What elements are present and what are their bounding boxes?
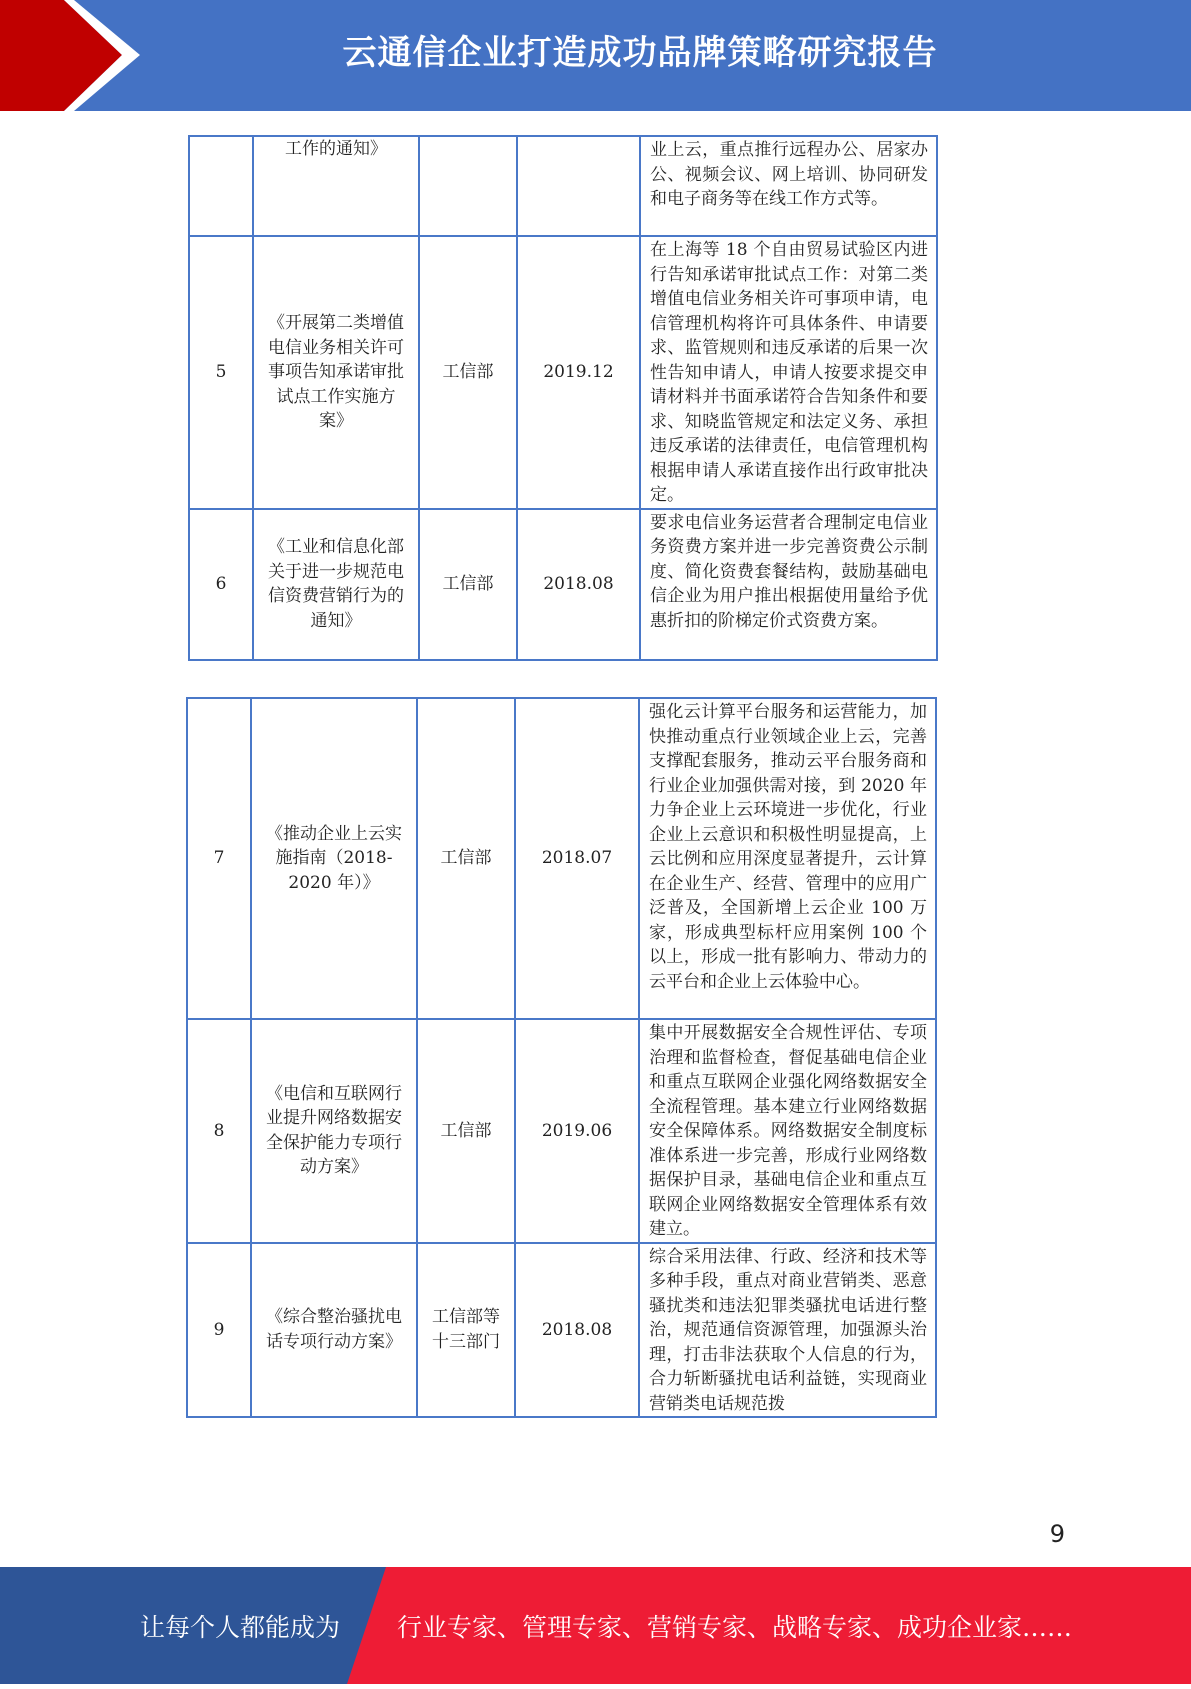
row-number: 8 <box>187 1019 251 1243</box>
issuing-department: 工信部 <box>417 698 515 1019</box>
policy-title: 《开展第二类增值电信业务相关许可事项告知承诺审批试点工作实施方案》 <box>253 236 419 509</box>
page-header <box>0 0 1191 111</box>
table-row <box>187 1243 936 1418</box>
page-footer <box>0 1567 1191 1684</box>
policy-content: 业上云，重点推行远程办公、居家办公、视频会议、网上培训、协同研发和电子商务等在线工作方式等。 <box>640 136 937 236</box>
issue-date: 2019.12 <box>517 236 640 509</box>
policy-content: 要求电信业务运营者合理制定电信业务资费方案并进一步完善资费公示制度、简化资费套餐结构，鼓励基础电信企业为用户推出根据使用量给予优惠折扣的阶梯定价式资费方案。 <box>640 509 937 660</box>
row-number: 9 <box>187 1243 251 1418</box>
issue-date: 2018.08 <box>515 1243 639 1418</box>
row-number: 7 <box>187 698 251 1019</box>
footer-slogan-left: 让每个人都能成为 <box>140 1613 341 1642</box>
issuing-department <box>419 136 517 236</box>
page-number: 9 <box>1049 1520 1065 1548</box>
policy-title: 《电信和互联网行业提升网络数据安全保护能力专项行动方案》 <box>251 1019 417 1243</box>
report-title: 云通信企业打造成功品牌策略研究报告 <box>342 33 938 73</box>
policy-content: 在上海等 18 个自由贸易试验区内进行告知承诺审批试点工作：对第二类增值电信业务相关许可事项申请，电信管理机构将许可具体条件、申请要求、监管规则和违反承诺的后果一次性告知申请人，申请人按要求提交申请材料并书面承诺符合告知条件和要求、知晓监管规定和法定义务、承担违反承诺的法律责任，电信管理机构根据申请人承诺直接作出行政审批决定。 <box>640 236 937 509</box>
footer-slogan-right: 行业专家、管理专家、营销专家、战略专家、成功企业家…… <box>397 1613 1073 1642</box>
policy-content: 强化云计算平台服务和运营能力，加快推动重点行业领域企业上云，完善支撑配套服务，推动云平台服务商和行业企业加强供需对接，到 2020 年力争企业上云环境进一步优化，行业企业上云意识和积极性明显提高，上云比例和应用深度显著提升，云计算在企业生产、经营、管理中的应用广泛普及，全国新增上云企业 100 万家，形成典型标杆应用案例 100 个以上，形成一批有影响力、带动力的云平台和企业上云体验中心。 <box>639 698 936 1019</box>
issue-date <box>517 136 640 236</box>
row-number: 5 <box>189 236 253 509</box>
policy-content: 综合采用法律、行政、经济和技术等多种手段，重点对商业营销类、恶意骚扰类和违法犯罪类骚扰电话进行整治，规范通信资源管理，加强源头治理，打击非法获取个人信息的行为，合力斩断骚扰电话利益链，实现商业营销类电话规范拨 <box>639 1243 936 1418</box>
issuing-department: 工信部 <box>417 1019 515 1243</box>
row-number <box>189 136 253 236</box>
policy-content: 集中开展数据安全合规性评估、专项治理和监督检查，督促基础电信企业和重点互联网企业强化网络数据安全全流程管理。基本建立行业网络数据安全保障体系。网络数据安全制度标准体系进一步完善，形成行业网络数据保护目录，基础电信企业和重点互联网企业网络数据安全管理体系有效建立。 <box>639 1019 936 1243</box>
row-number: 6 <box>189 509 253 660</box>
issue-date: 2018.08 <box>517 509 640 660</box>
table-row <box>187 698 936 1019</box>
table-row <box>189 236 937 509</box>
table-row <box>189 509 937 660</box>
table-row <box>189 136 937 236</box>
policy-title: 工作的通知》 <box>253 136 419 236</box>
table-row <box>187 1019 936 1243</box>
policy-table-part-2 <box>186 697 937 1418</box>
issuing-department: 工信部 <box>419 509 517 660</box>
policy-table-part-1 <box>188 135 938 661</box>
policy-title: 《推动企业上云实施指南（2018-2020 年）》 <box>251 698 417 1019</box>
policy-title: 《工业和信息化部关于进一步规范电信资费营销行为的通知》 <box>253 509 419 660</box>
issuing-department: 工信部等十三部门 <box>417 1243 515 1418</box>
header-chevron-icon <box>0 0 150 111</box>
issue-date: 2019.06 <box>515 1019 639 1243</box>
policy-title: 《综合整治骚扰电话专项行动方案》 <box>251 1243 417 1418</box>
issue-date: 2018.07 <box>515 698 639 1019</box>
issuing-department: 工信部 <box>419 236 517 509</box>
